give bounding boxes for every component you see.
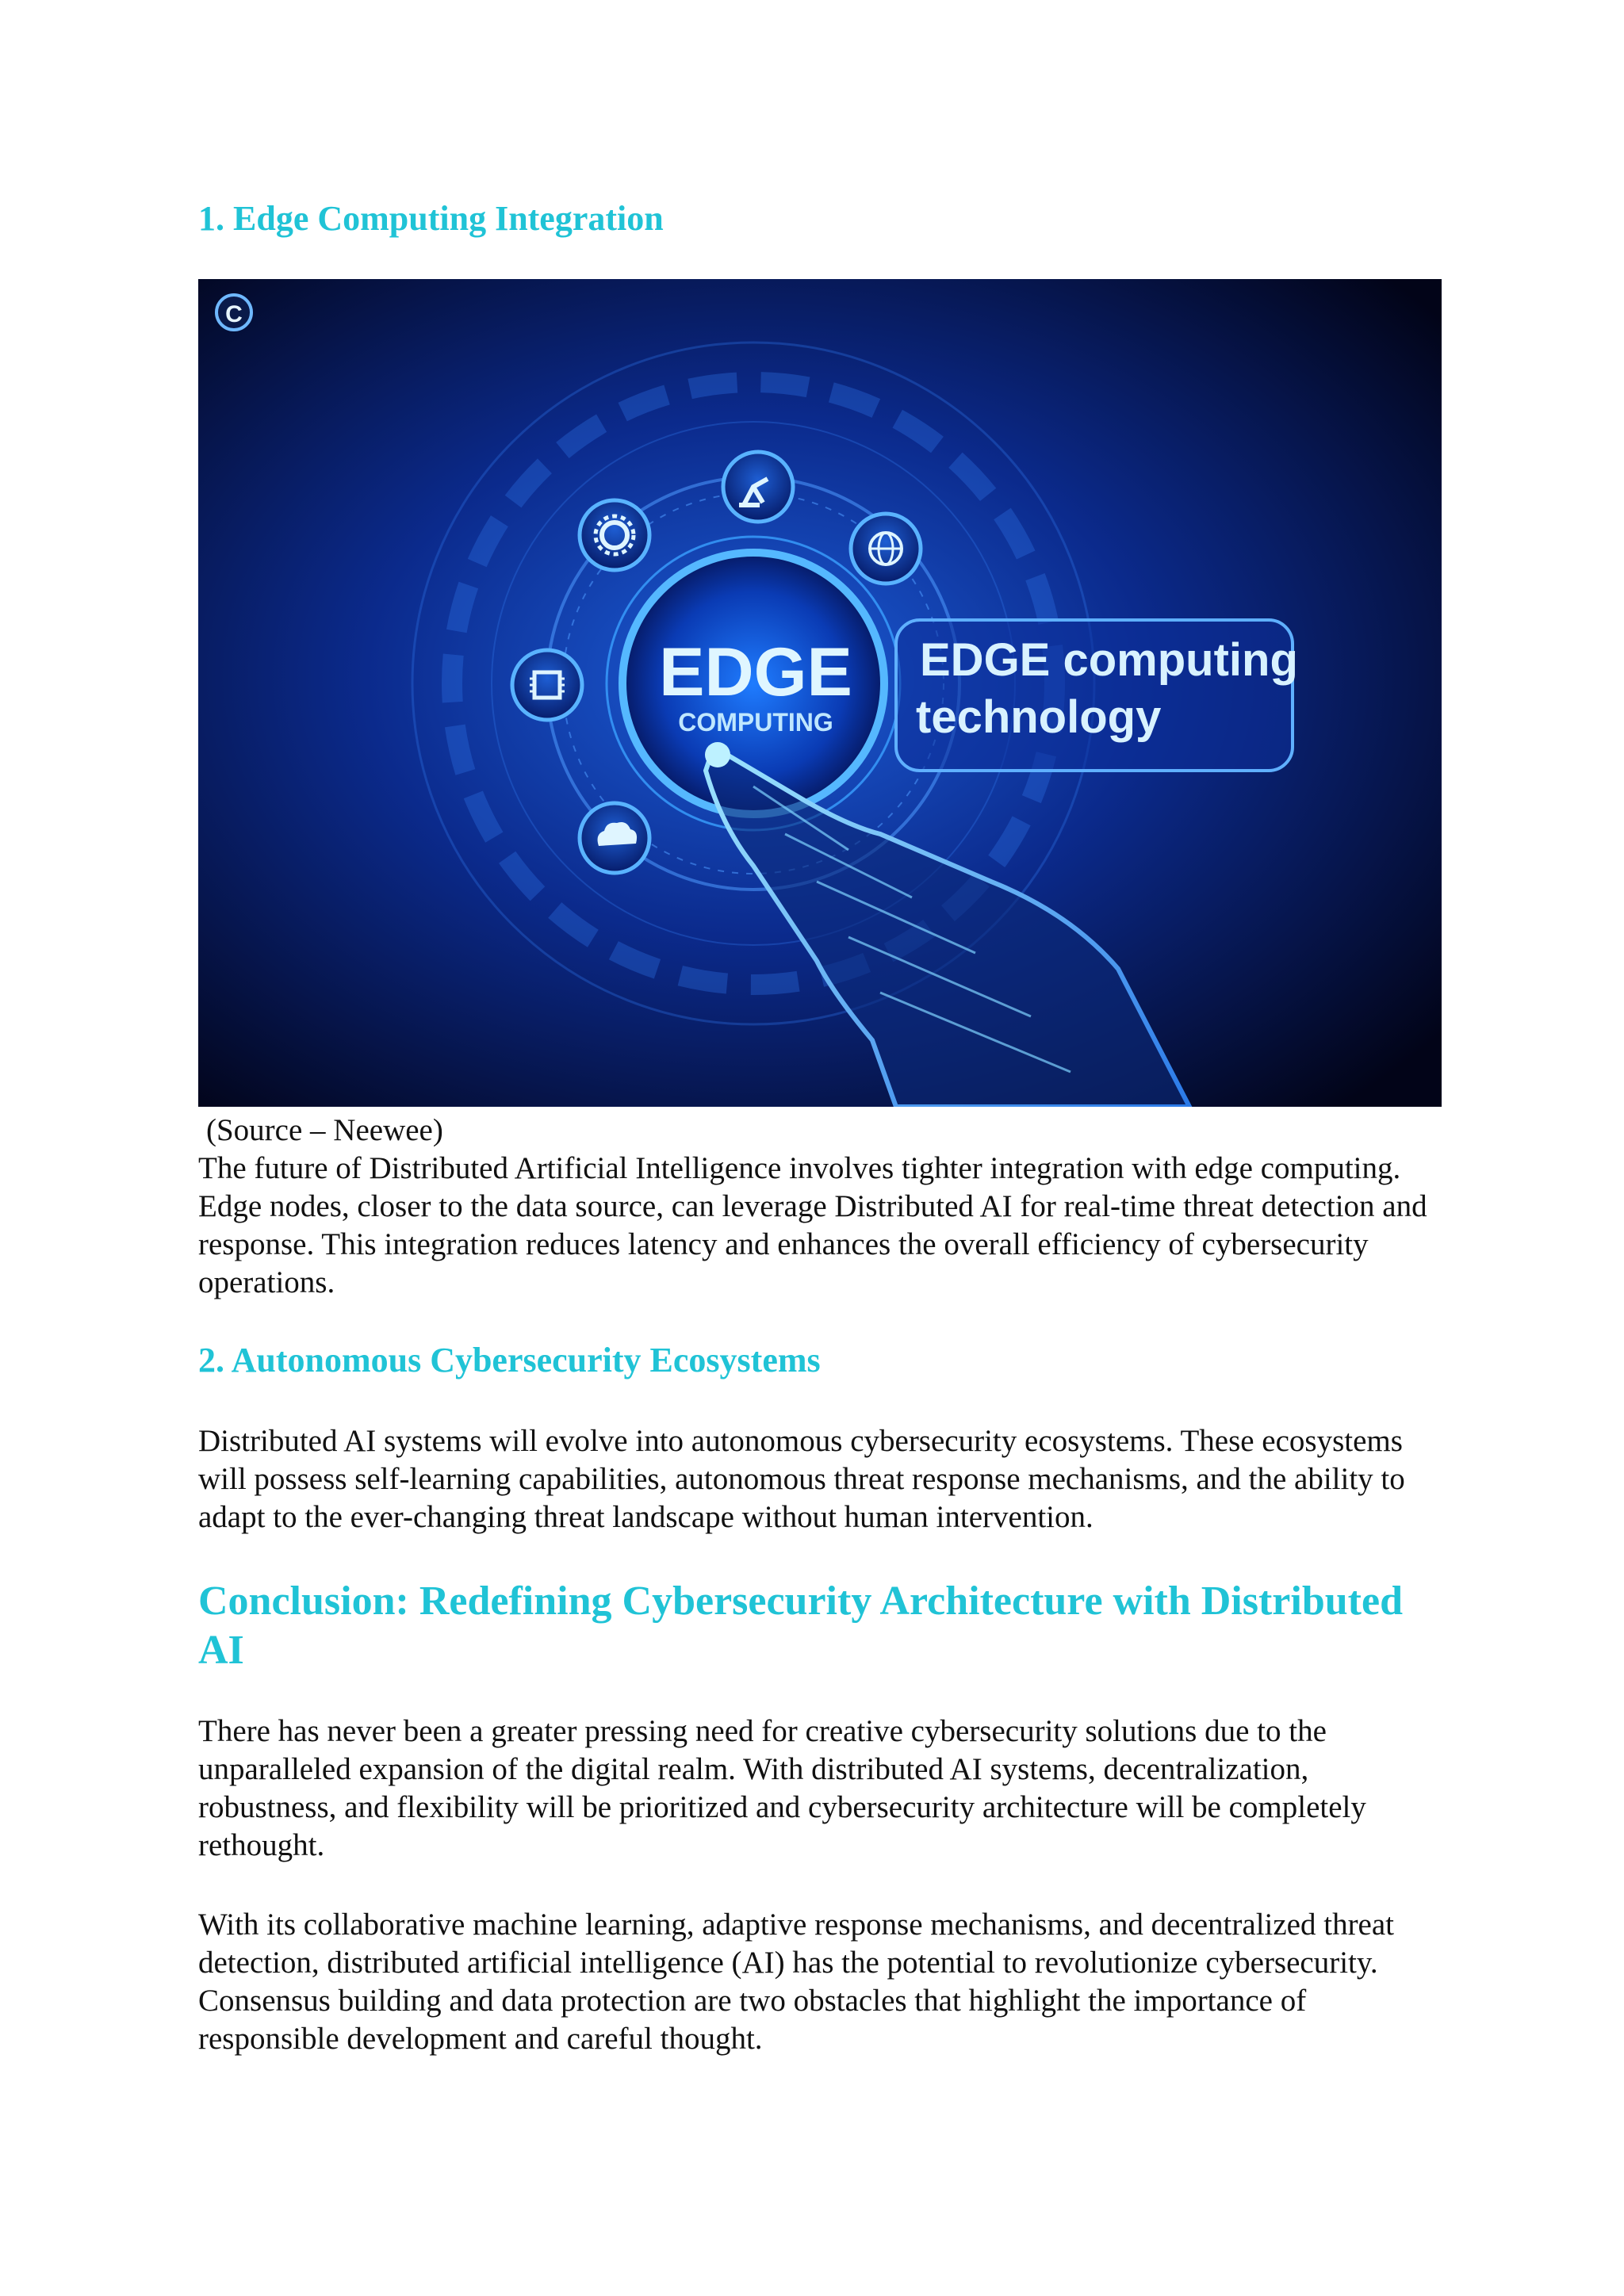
chip-icon [512,650,582,720]
edge-computing-image [198,279,1442,1107]
logo-letter: C [225,301,243,327]
cloud-sync-icon [580,803,649,873]
conclusion-heading: Conclusion: Redefining Cybersecurity Architecture with Distributed AI [198,1578,1403,1673]
banner-line-1: EDGE computing [920,634,1298,686]
conclusion-paragraph-2: With its collaborative machine learning, adaptive response mechanisms, and decentralized threat detection, distributed artificial intelligence (AI) has the potential to revolutionize cybersecurity. Consensus building and data protection are two obstacles that highlight the importance of responsible development and careful thought. [198,1908,1395,2056]
section-heading-edge: 1. Edge Computing Integration [198,199,664,238]
robot-arm-icon [723,452,793,522]
image-caption: (Source – Neewee) [206,1113,443,1147]
edge-paragraph: The future of Distributed Artificial Intelligence involves tighter integration with edge computing. Edge nodes, closer to the data source, can leverage Distributed AI for real-time threat detection and response. This integration reduces latency and enhances the overall efficiency of cybersecurity operations. [198,1151,1427,1299]
logo-icon [216,295,251,330]
conclusion-paragraph-1: There has never been a greater pressing need for creative cybersecurity solutions due to the unparalleled expansion of the digital realm. With distributed AI systems, decentralization, robustness, and flexibility will be prioritized and cybersecurity architecture will be completely rethought. [198,1714,1366,1862]
section-heading-autonomous: 2. Autonomous Cybersecurity Ecosystems [198,1341,821,1380]
globe-icon [851,514,921,584]
core-title: EDGE [659,634,852,710]
core-subtitle: COMPUTING [678,708,833,737]
gear-icon [580,500,649,570]
autonomous-paragraph: Distributed AI systems will evolve into autonomous cybersecurity ecosystems. These ecosystems will possess self-learning capabilities, autonomous threat response mechanisms, and the ability to adapt to the ever-changing threat landscape without human intervention. [198,1424,1405,1534]
banner-line-2: technology [916,691,1162,743]
